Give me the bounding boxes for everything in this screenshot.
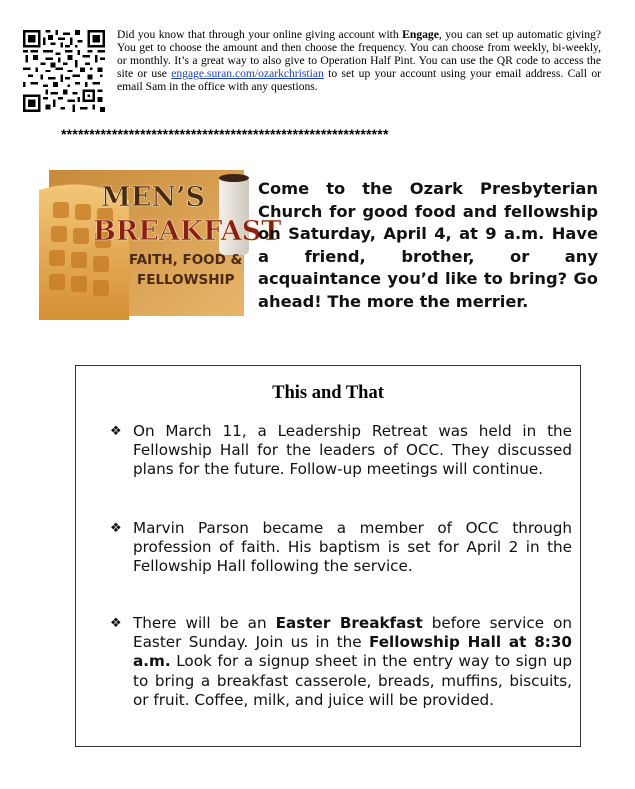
image-title-line-2: BREAKFAST bbox=[93, 216, 282, 247]
list-item bbox=[110, 422, 572, 480]
mens-breakfast-image bbox=[49, 170, 282, 316]
list-item bbox=[110, 519, 572, 577]
diamond-bullet-icon: ❖ bbox=[110, 616, 122, 631]
easter-text-c: before service on Easter Sunday. Join us in the bbox=[133, 614, 572, 652]
this-and-that-box bbox=[75, 365, 581, 747]
giving-text-3: to set up your account using your email address. Call or email Sam in the office with any questions. bbox=[117, 67, 601, 93]
image-title-line-1: MEN’S bbox=[101, 182, 206, 213]
engage-brand: Engage bbox=[402, 28, 439, 41]
giving-text-1: Did you know that through your online giving account with bbox=[117, 28, 403, 41]
mens-breakfast-announcement: Come to the Ozark Presbyterian Church for good food and fellowship on Saturday, April 4, at 9 a.m. Have a friend, brother, or any acquaintance you’d like to bring? Go ahead! The more the merrier. bbox=[258, 179, 598, 311]
easter-breakfast-text bbox=[133, 614, 572, 710]
new-member-text: Marvin Parson became a member of OCC through profession of faith. His baptism is set for April 2 in the Fellowship Hall following the service. bbox=[133, 519, 572, 576]
online-giving-paragraph bbox=[117, 28, 601, 93]
this-and-that-title: This and That bbox=[272, 383, 384, 403]
fellowship-hall-time-bold: Fellowship Hall at 8:30 a.m. bbox=[133, 633, 572, 671]
giving-text-2: , you can set up automatic giving? You get to choose the amount and then choose the frequency. You can choose from weekly, bi-weekly, or monthly. It’s a great way to also give to Operation Half Pint. You can use the QR code to access the site or use bbox=[117, 28, 601, 80]
qr-code[interactable] bbox=[23, 30, 105, 112]
image-title-line-4: FELLOWSHIP bbox=[137, 272, 235, 288]
star-divider: ********************************************************** bbox=[61, 126, 389, 142]
engage-link[interactable]: engage.suran.com/ozarkchristian bbox=[171, 67, 324, 80]
easter-text-a: There will be an bbox=[133, 614, 276, 632]
list-item bbox=[110, 614, 572, 710]
image-title-line-3: FAITH, FOOD & bbox=[129, 252, 243, 268]
qr-code-icon bbox=[23, 30, 105, 112]
leadership-retreat-text: On March 11, a Leadership Retreat was held in the Fellowship Hall for the leaders of OCC. They discussed plans for the future. Follow-up meetings will continue. bbox=[133, 422, 572, 479]
easter-breakfast-bold: Easter Breakfast bbox=[275, 614, 423, 632]
easter-text-e: Look for a signup sheet in the entry way to sign up to bring a breakfast casserole, breads, muffins, biscuits, or fruit. Coffee, milk, and juice will be provided. bbox=[133, 652, 572, 709]
diamond-bullet-icon: ❖ bbox=[110, 521, 122, 536]
diamond-bullet-icon: ❖ bbox=[110, 424, 122, 439]
